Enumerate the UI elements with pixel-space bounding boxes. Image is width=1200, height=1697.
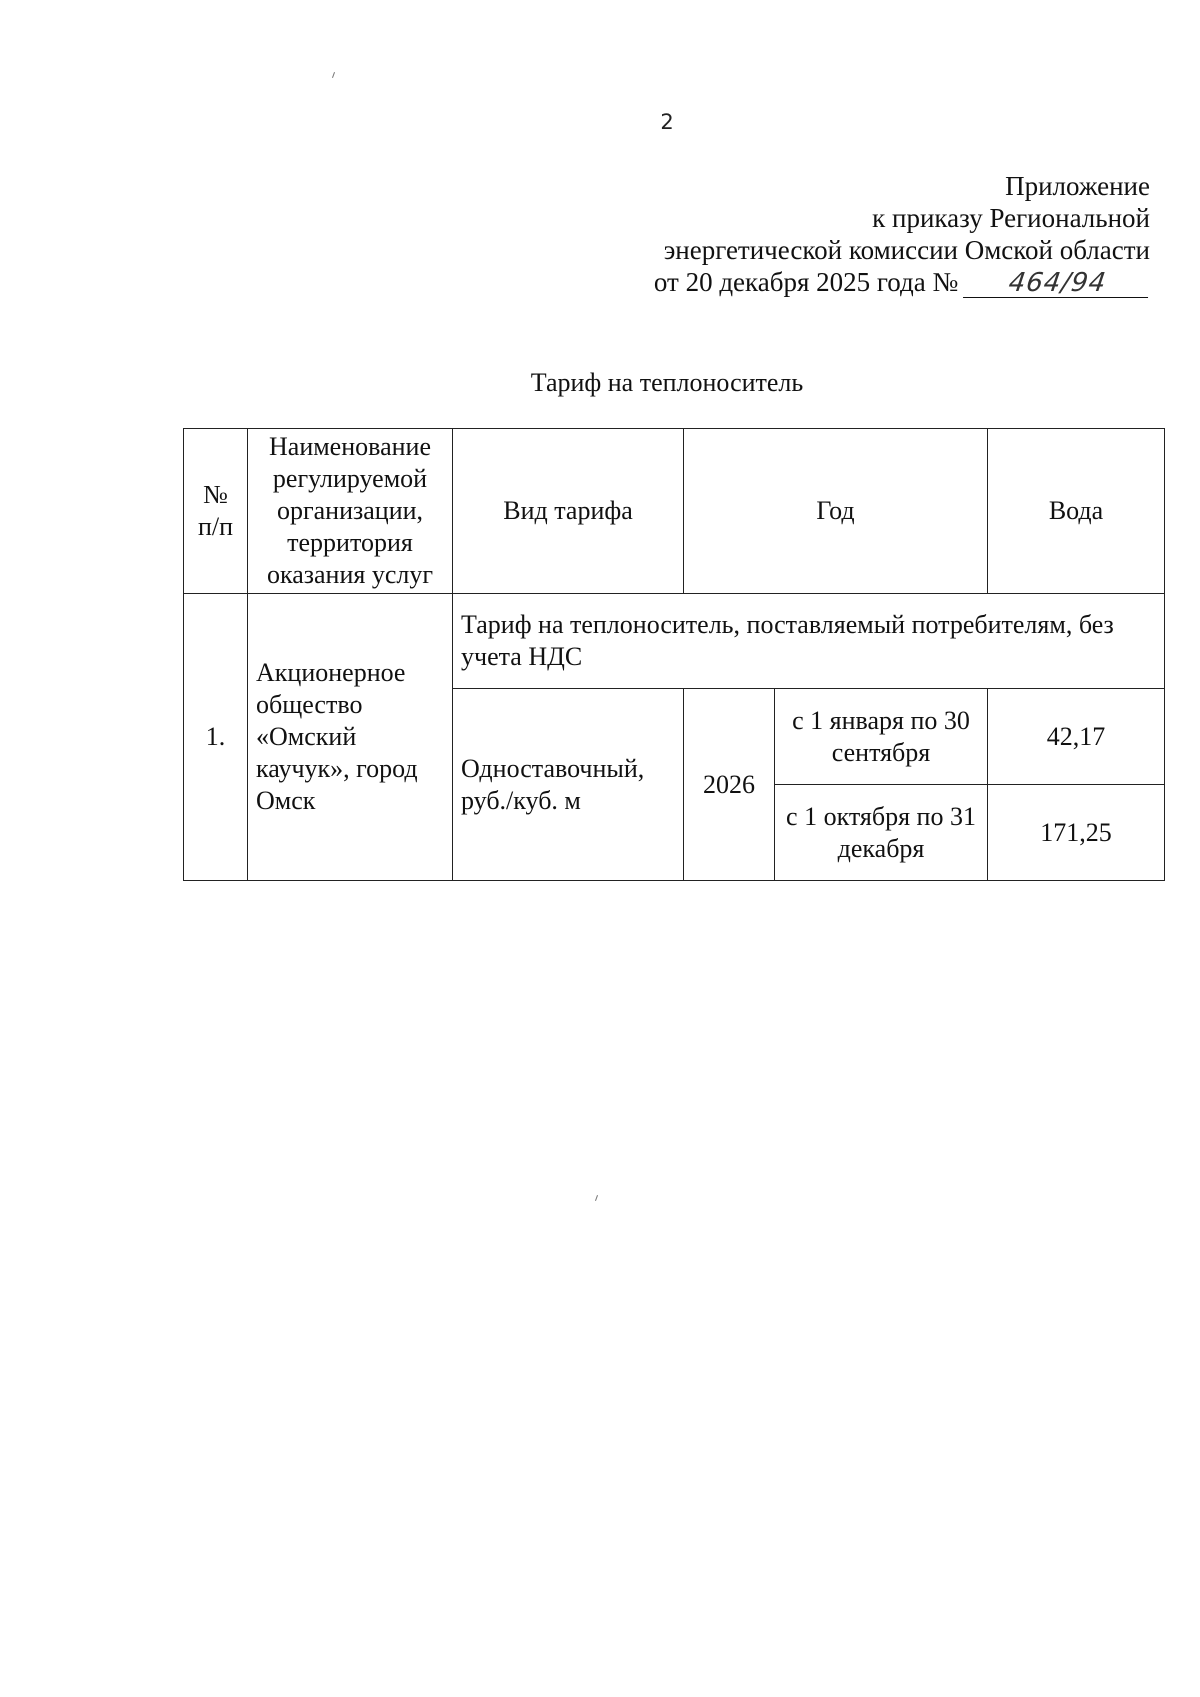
handwritten-order-number: 464/94 bbox=[963, 269, 1152, 298]
tariff-table bbox=[183, 428, 1165, 881]
header-organization: Наименование регулируемой организации, территория оказания услуг bbox=[248, 429, 453, 594]
period-cell: с 1 января по 30 сентября bbox=[775, 689, 988, 785]
document-title: Тариф на теплоноситель bbox=[530, 368, 804, 397]
appendix-title: Приложение bbox=[1005, 171, 1150, 201]
page-number: 2 bbox=[660, 110, 674, 134]
tariff-year: 2026 bbox=[684, 689, 775, 881]
water-value-cell: 171,25 bbox=[988, 785, 1165, 881]
period-cell: с 1 октября по 31 декабря bbox=[775, 785, 988, 881]
row-number: 1. bbox=[184, 594, 248, 881]
appendix-order-ref: к приказу Региональной bbox=[872, 203, 1150, 233]
appendix-commission: энергетической комиссии Омской области bbox=[663, 235, 1150, 265]
header-number: № п/п bbox=[184, 429, 248, 594]
scan-speck bbox=[332, 72, 335, 78]
header-tariff-type: Вид тарифа bbox=[453, 429, 684, 594]
organization-name: Акционерное общество «Омский каучук», город Омск bbox=[248, 594, 453, 881]
table-header-row bbox=[184, 429, 1165, 594]
table-row bbox=[184, 594, 1165, 689]
scan-speck bbox=[595, 1195, 598, 1201]
header-year: Год bbox=[684, 429, 988, 594]
water-value-cell: 42,17 bbox=[988, 689, 1165, 785]
appendix-date-line bbox=[590, 266, 1150, 298]
appendix-date: от 20 декабря 2025 года № bbox=[653, 267, 959, 297]
header-water: Вода bbox=[988, 429, 1165, 594]
tariff-section-title: Тариф на теплоноситель, поставляемый потребителям, без учета НДС bbox=[453, 594, 1165, 689]
appendix-block bbox=[590, 170, 1150, 298]
tariff-type: Одноставочный, руб./куб. м bbox=[453, 689, 684, 881]
